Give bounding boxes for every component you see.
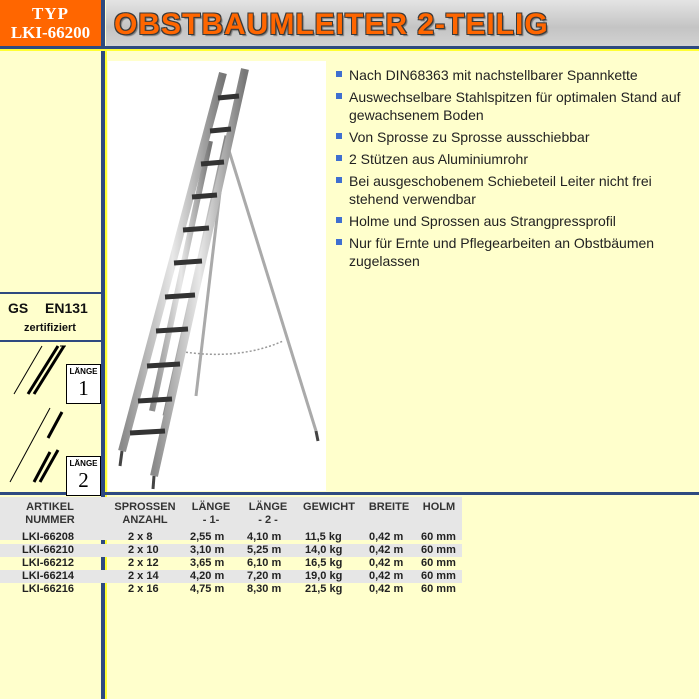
- header-line: SPROSSEN: [114, 501, 176, 513]
- feature-text: Holme und Sprossen aus Strangpressprofil: [349, 213, 616, 229]
- bullet-icon: [336, 217, 342, 223]
- cert-divider-top: [0, 292, 101, 294]
- feature-item: [336, 172, 696, 208]
- col-header-width: [364, 501, 414, 514]
- length-number: 2: [78, 468, 89, 492]
- bullet-icon: [336, 155, 342, 161]
- length-2-diagram: [10, 408, 62, 482]
- norm-label: EN131: [45, 300, 88, 316]
- col-header-weight: [297, 501, 361, 514]
- feature-text: Von Sprosse zu Sprosse ausschiebbar: [349, 129, 590, 145]
- header-line: LÄNGE: [191, 501, 231, 513]
- col-header-article: [18, 501, 82, 527]
- cell-weight: 21,5 kg: [305, 583, 343, 595]
- cell-length-1: 2,55 m: [190, 531, 225, 543]
- table-row: [0, 570, 462, 583]
- feature-list: [336, 66, 696, 274]
- cell-length-2: 5,25 m: [247, 544, 282, 556]
- cell-rail: 60 mm: [421, 583, 456, 595]
- feature-text: Auswechselbare Stahlspitzen für optimalen Stand auf gewachsenem Boden: [349, 89, 681, 123]
- table-row: [0, 557, 462, 570]
- bullet-icon: [336, 177, 342, 183]
- cell-width: 0,42 m: [369, 557, 404, 569]
- feature-text: Nur für Ernte und Pflegearbeiten an Obstbäumen zugelassen: [349, 235, 655, 269]
- cell-article: LKI-66208: [22, 531, 74, 543]
- type-badge: [0, 0, 101, 46]
- bullet-icon: [336, 133, 342, 139]
- length-label: LÄNGE: [69, 367, 98, 376]
- cell-weight: 14,0 kg: [305, 544, 343, 556]
- cell-rail: 60 mm: [421, 557, 456, 569]
- header-line: HOLM: [422, 501, 456, 513]
- cell-rungs: 2 x 14: [128, 570, 159, 582]
- cell-rail: 60 mm: [421, 531, 456, 543]
- type-label: TYP: [32, 4, 69, 23]
- cell-length-2: 6,10 m: [247, 557, 282, 569]
- header-highlight: [0, 49, 699, 51]
- feature-item: [336, 150, 696, 168]
- feature-item: [336, 128, 696, 146]
- cell-rail: 60 mm: [421, 544, 456, 556]
- length-number: 1: [78, 376, 89, 400]
- cell-length-2: 7,20 m: [247, 570, 282, 582]
- cell-article: LKI-66216: [22, 583, 74, 595]
- table-divider: [0, 492, 699, 495]
- cell-weight: 19,0 kg: [305, 570, 343, 582]
- cell-length-1: 3,65 m: [190, 557, 225, 569]
- cell-rungs: 2 x 12: [128, 557, 159, 569]
- cell-rungs: 2 x 8: [128, 531, 153, 543]
- length-1-diagram: [14, 346, 66, 394]
- cell-length-2: 8,30 m: [247, 583, 282, 595]
- cell-width: 0,42 m: [369, 583, 404, 595]
- cell-article: LKI-66210: [22, 544, 74, 556]
- cell-rungs: 2 x 16: [128, 583, 159, 595]
- page-title: OBSTBAUMLEITER 2-TEILIG: [114, 8, 549, 41]
- ladder-photo: [108, 61, 326, 491]
- col-header-length-1: [186, 501, 236, 527]
- cell-length-1: 4,20 m: [190, 570, 225, 582]
- ladder-illustration: [108, 61, 326, 491]
- header-line: ANZAHL: [122, 514, 168, 526]
- length-1-box: [66, 364, 101, 404]
- header-line: NUMMER: [25, 514, 75, 526]
- table-row: [0, 531, 462, 544]
- cell-rungs: 2 x 10: [128, 544, 159, 556]
- cell-length-1: 4,75 m: [190, 583, 225, 595]
- vertical-highlight: [105, 46, 107, 699]
- cell-rail: 60 mm: [421, 570, 456, 582]
- header-line: BREITE: [368, 501, 410, 513]
- feature-item: [336, 212, 696, 230]
- cell-length-1: 3,10 m: [190, 544, 225, 556]
- col-header-length-2: [243, 501, 293, 527]
- feature-text: Nach DIN68363 mit nachstellbarer Spannkette: [349, 67, 638, 83]
- bullet-icon: [336, 239, 342, 245]
- cell-weight: 11,5 kg: [305, 531, 342, 543]
- cell-length-2: 4,10 m: [247, 531, 282, 543]
- cell-width: 0,42 m: [369, 570, 404, 582]
- type-code: LKI-66200: [10, 23, 91, 42]
- table-row: [0, 583, 462, 596]
- feature-item: [336, 88, 696, 124]
- bullet-icon: [336, 71, 342, 77]
- header-line: ARTIKEL: [26, 501, 74, 513]
- header-line: - 1-: [202, 514, 220, 526]
- table-row: [0, 544, 462, 557]
- header-line: LÄNGE: [248, 501, 288, 513]
- header-line: - 2 -: [258, 514, 278, 526]
- bullet-icon: [336, 93, 342, 99]
- length-2-box: [66, 456, 101, 496]
- cell-width: 0,42 m: [369, 544, 404, 556]
- cell-article: LKI-66212: [22, 557, 74, 569]
- header-line: GEWICHT: [303, 501, 355, 513]
- cell-weight: 16,5 kg: [305, 557, 343, 569]
- cell-width: 0,42 m: [369, 531, 404, 543]
- cell-article: LKI-66214: [22, 570, 74, 582]
- feature-item: [336, 234, 696, 270]
- certification-status: zertifiziert: [24, 322, 76, 334]
- gs-mark: GS: [8, 300, 29, 316]
- col-header-rungs: [108, 501, 182, 527]
- feature-text: 2 Stützen aus Aluminiumrohr: [349, 151, 528, 167]
- length-label: LÄNGE: [69, 459, 98, 468]
- feature-text: Bei ausgeschobenem Schiebeteil Leiter nicht frei stehend verwendbar: [349, 173, 652, 207]
- col-header-rail: [418, 501, 460, 514]
- feature-item: [336, 66, 696, 84]
